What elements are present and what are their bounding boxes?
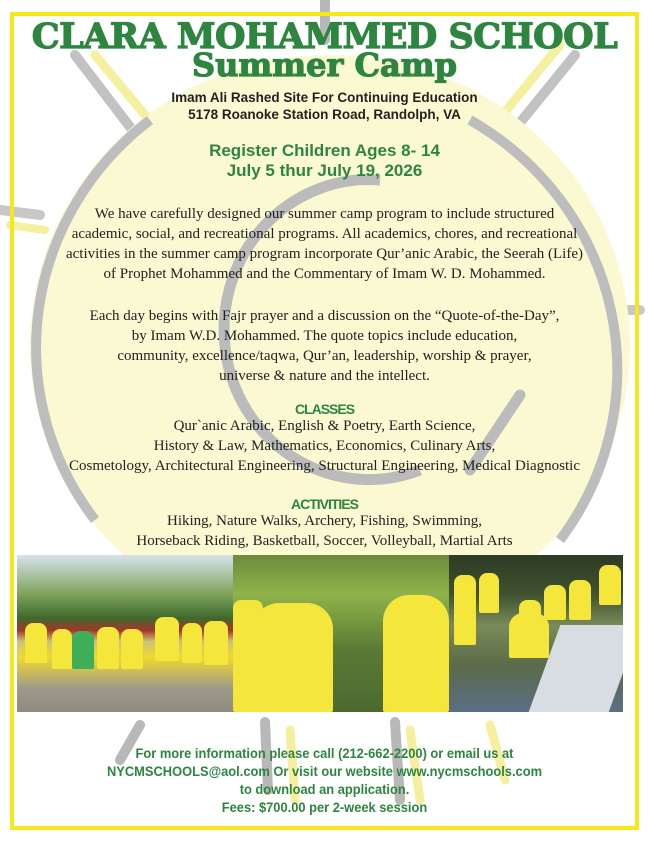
site-name: Imam Ali Rashed Site For Continuing Education	[171, 90, 478, 105]
classes-list	[14, 416, 635, 476]
registration-ages: Register Children Ages 8- 14	[209, 141, 440, 160]
contact-email-website-line[interactable]: NYCMSCHOOLS@aol.com Or visit our website www.nycmschools.com	[106, 763, 543, 779]
site-info	[14, 89, 635, 123]
fees-line: Fees: $700.00 per 2-week session	[221, 799, 428, 815]
list-line: Qur`anic Arabic, English & Poetry, Earth Science,	[173, 418, 476, 434]
photo-strip	[17, 555, 623, 712]
list-line: Hiking, Nature Walks, Archery, Fishing, Swimming,	[166, 513, 483, 529]
text-line: of Prophet Mohammed and the Commentary of Imam W. D. Mohammed.	[103, 266, 546, 282]
activities-list	[14, 511, 635, 551]
text-line: by Imam W.D. Mohammed. The quote topics include education,	[131, 328, 518, 344]
classes-heading: CLASSES	[294, 401, 355, 417]
girls-photo	[233, 555, 449, 712]
text-line: universe & nature and the intellect.	[219, 368, 430, 384]
list-line: Horseback Riding, Basketball, Soccer, Volleyball, Martial Arts	[136, 533, 513, 549]
contact-phone-line: For more information please call (212-662-2200) or email us at	[135, 745, 514, 761]
list-line: Cosmetology, Architectural Engineering, Structural Engineering, Medical Diagnostic	[69, 458, 580, 474]
contact-download-line: to download an application.	[239, 781, 410, 797]
camp-title: Summer Camp	[192, 46, 457, 84]
registration-info	[14, 141, 635, 181]
flyer	[14, 16, 635, 826]
list-line: History & Law, Mathematics, Economics, Culinary Arts,	[153, 438, 496, 454]
text-line: community, excellence/taqwa, Qur’an, leadership, worship & prayer,	[117, 348, 532, 364]
text-line: Each day begins with Fajr prayer and a discussion on the “Quote-of-the-Day”,	[89, 308, 560, 324]
registration-dates: July 5 thur July 19, 2026	[226, 161, 423, 180]
group-photo	[17, 555, 233, 712]
school-title: CLARA MOHAMMED SCHOOL	[31, 16, 618, 57]
intro-paragraph-1	[14, 204, 635, 284]
contact-info	[39, 744, 610, 816]
text-line: activities in the summer camp program incorporate Qur’anic Arabic, the Seerah (Life)	[65, 246, 584, 262]
activities-heading: ACTIVITIES	[290, 496, 358, 512]
text-line: academic, social, and recreational programs. All academics, chores, and recreational	[71, 226, 578, 242]
tent-photo	[449, 555, 623, 712]
text-line: We have carefully designed our summer camp program to include structured	[94, 206, 555, 222]
site-address: 5178 Roanoke Station Road, Randolph, VA	[188, 107, 461, 122]
intro-paragraph-2	[14, 306, 635, 386]
